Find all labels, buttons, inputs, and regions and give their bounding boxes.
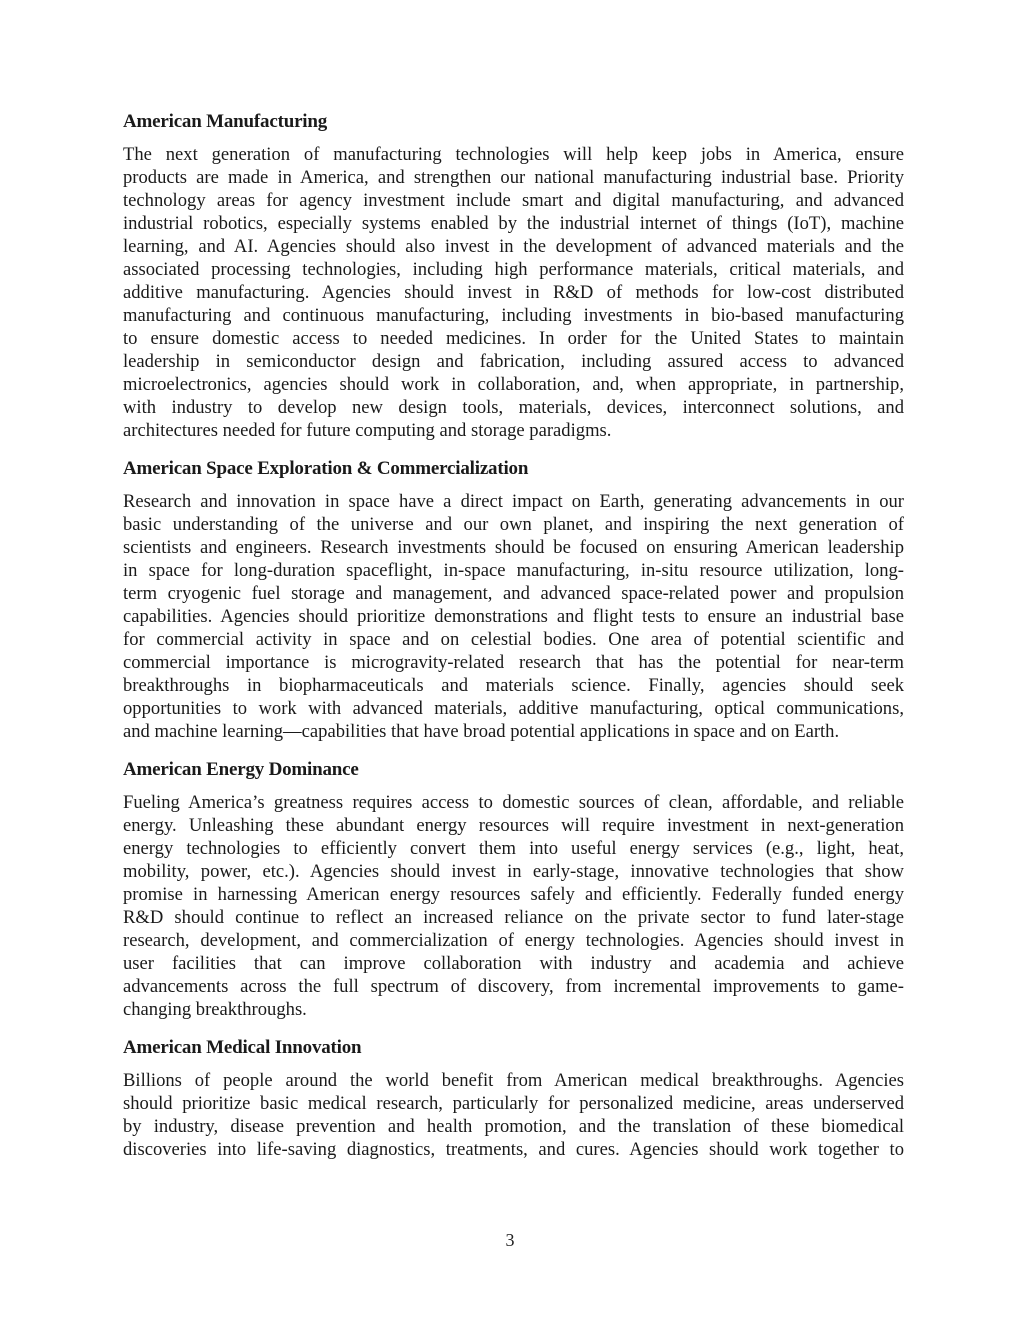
text-line: The next generation of manufacturing technologies will help keep jobs in America, ensure xyxy=(123,144,904,165)
text-line: basic understanding of the universe and our own planet, and inspiring the next generation of xyxy=(123,514,904,535)
text-line: should prioritize basic medical research, particularly for personalized medicine, areas underserved xyxy=(123,1093,904,1114)
text-line: products are made in America, and strengthen our national manufacturing industrial base. Priority xyxy=(123,167,904,188)
text-line: industrial robotics, especially systems enabled by the industrial internet of things (IoT), machine xyxy=(123,213,904,234)
section-paragraph xyxy=(123,143,904,442)
text-line: by industry, disease prevention and health promotion, and the translation of these biomedical xyxy=(123,1116,904,1137)
section-heading: American Medical Innovation xyxy=(123,1037,362,1058)
text-line: with industry to develop new design tools, materials, devices, interconnect solutions, and xyxy=(123,397,904,418)
text-line: energy. Unleashing these abundant energy resources will require investment in next-generation xyxy=(123,815,904,836)
document-page xyxy=(123,110,904,1176)
text-line: additive manufacturing. Agencies should invest in R&D of methods for low-cost distributed xyxy=(123,282,904,303)
text-line: opportunities to work with advanced materials, additive manufacturing, optical communications, xyxy=(123,698,904,719)
text-line: changing breakthroughs. xyxy=(123,999,307,1020)
text-line: and machine learning—capabilities that have broad potential applications in space and on Earth. xyxy=(123,721,840,742)
text-line: architectures needed for future computing and storage paradigms. xyxy=(123,420,612,441)
text-line: Research and innovation in space have a direct impact on Earth, generating advancements in our xyxy=(123,491,904,512)
section-american-medical-innovation xyxy=(123,1036,904,1161)
text-line: Billions of people around the world benefit from American medical breakthroughs. Agencies xyxy=(123,1070,904,1091)
section-american-energy-dominance xyxy=(123,758,904,1021)
section-american-space-exploration xyxy=(123,457,904,743)
section-heading: American Space Exploration & Commercialization xyxy=(123,458,529,479)
section-paragraph xyxy=(123,791,904,1021)
text-line: R&D should continue to reflect an increased reliance on the private sector to fund later-stage xyxy=(123,907,904,928)
section-american-manufacturing xyxy=(123,110,904,442)
section-paragraph xyxy=(123,490,904,743)
text-line: Fueling America’s greatness requires access to domestic sources of clean, affordable, and reliable xyxy=(123,792,904,813)
text-line: microelectronics, agencies should work in collaboration, and, when appropriate, in partnership, xyxy=(123,374,904,395)
text-line: research, development, and commercialization of energy technologies. Agencies should invest in xyxy=(123,930,904,951)
text-line: manufacturing and continuous manufacturing, including investments in bio-based manufacturing xyxy=(123,305,904,326)
text-line: energy technologies to efficiently convert them into useful energy services (e.g., light, heat, xyxy=(123,838,904,859)
text-line: advancements across the full spectrum of discovery, from incremental improvements to game- xyxy=(123,976,904,997)
text-line: associated processing technologies, including high performance materials, critical materials, and xyxy=(123,259,904,280)
text-line: user facilities that can improve collaboration with industry and academia and achieve xyxy=(123,953,904,974)
text-line: promise in harnessing American energy resources safely and efficiently. Federally funded energy xyxy=(123,884,904,905)
section-paragraph xyxy=(123,1069,904,1161)
text-line: breakthroughs in biopharmaceuticals and materials science. Finally, agencies should seek xyxy=(123,675,904,696)
text-line: scientists and engineers. Research investments should be focused on ensuring American leadership xyxy=(123,537,904,558)
text-line: in space for long-duration spaceflight, in-space manufacturing, in-situ resource utilization, long- xyxy=(123,560,904,581)
text-line: technology areas for agency investment include smart and digital manufacturing, and advanced xyxy=(123,190,904,211)
text-line: term cryogenic fuel storage and management, and advanced space-related power and propulsion xyxy=(123,583,904,604)
text-line: to ensure domestic access to needed medicines. In order for the United States to maintain xyxy=(123,328,904,349)
text-line: for commercial activity in space and on celestial bodies. One area of potential scientific and xyxy=(123,629,904,650)
text-line: discoveries into life-saving diagnostics, treatments, and cures. Agencies should work together to xyxy=(123,1139,904,1160)
text-line: capabilities. Agencies should prioritize demonstrations and flight tests to ensure an industrial base xyxy=(123,606,904,627)
section-heading: American Manufacturing xyxy=(123,111,328,132)
section-heading: American Energy Dominance xyxy=(123,759,359,780)
text-line: mobility, power, etc.). Agencies should invest in early-stage, innovative technologies that show xyxy=(123,861,904,882)
text-line: learning, and AI. Agencies should also invest in the development of advanced materials and the xyxy=(123,236,904,257)
page-number: 3 xyxy=(505,1230,515,1250)
text-line: commercial importance is microgravity-related research that has the potential for near-term xyxy=(123,652,904,673)
text-line: leadership in semiconductor design and fabrication, including assured access to advanced xyxy=(123,351,904,372)
